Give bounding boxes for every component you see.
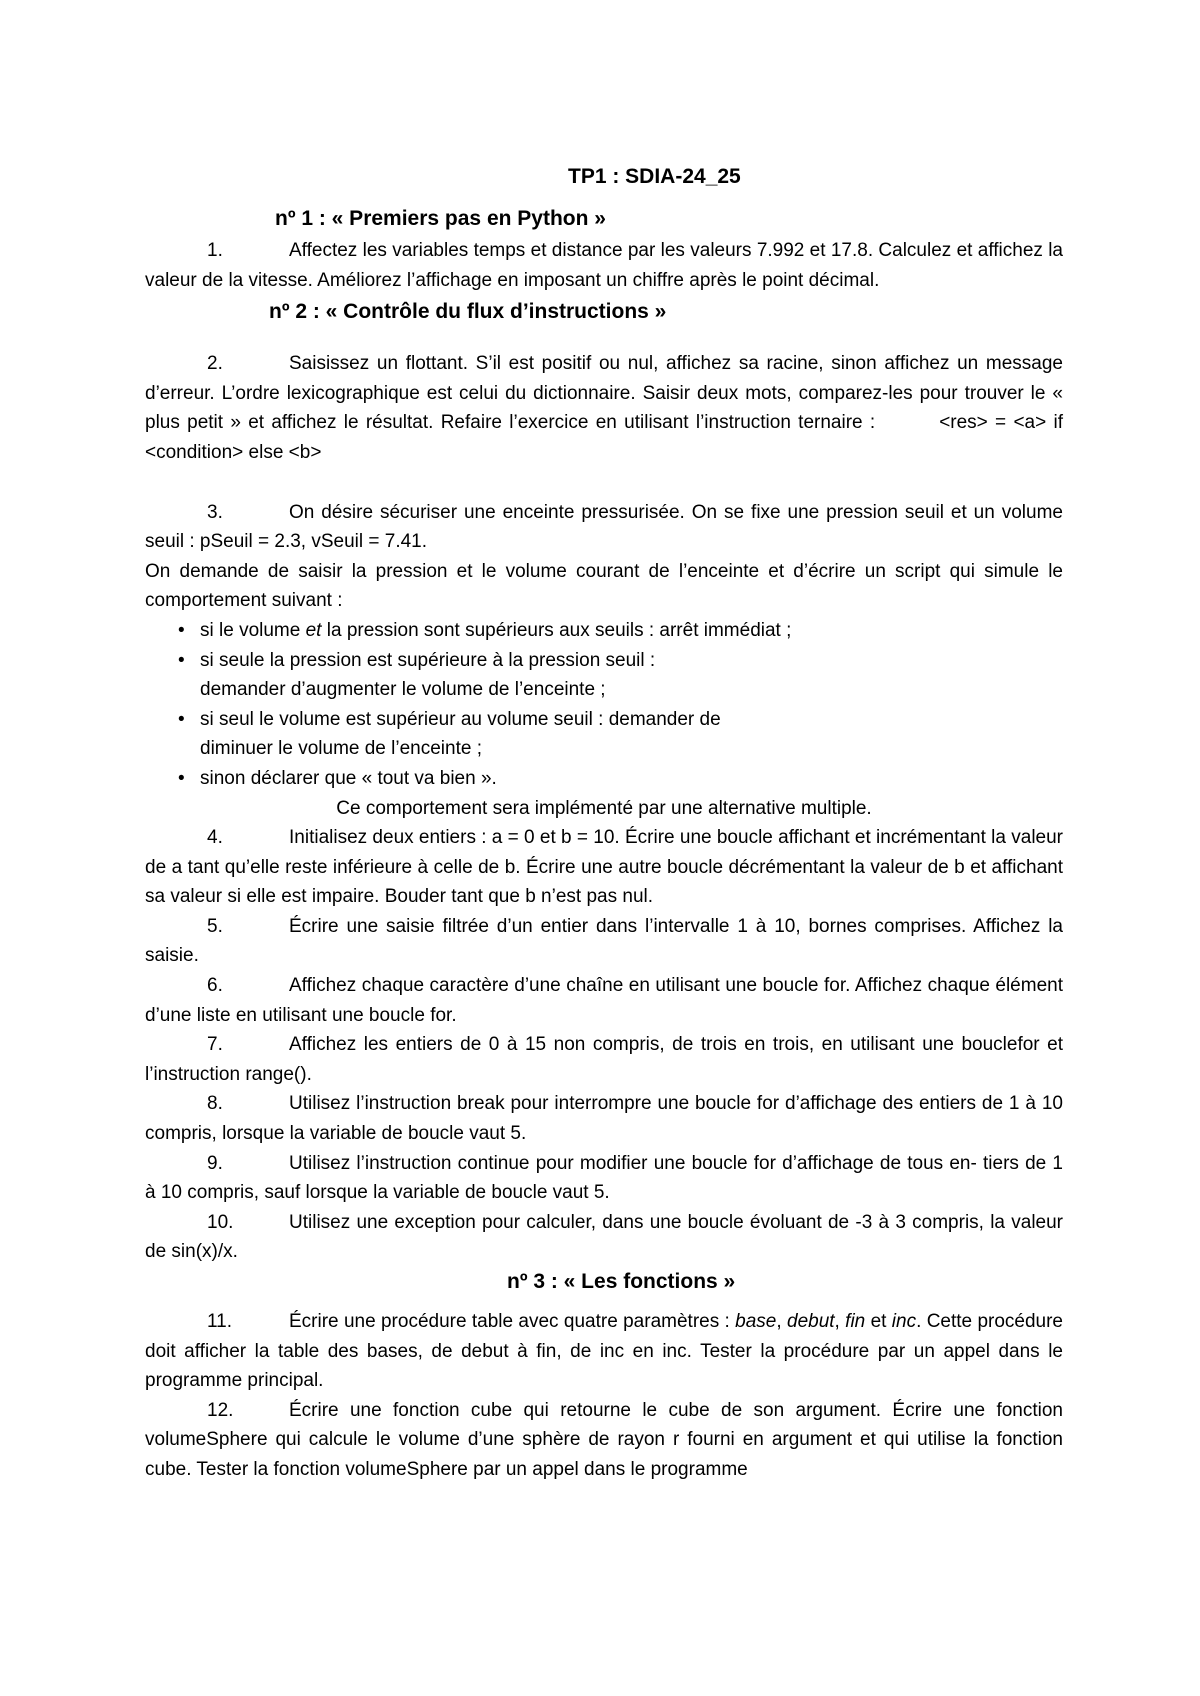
exercise-3-paragraph: On demande de saisir la pression et le volume courant de l’enceinte et d’écrire un script qui simule le comportement suivant :: [145, 560, 1063, 612]
document-title: TP1 : SDIA-24_25: [568, 165, 741, 188]
exercise-6: [145, 971, 1063, 1030]
exercise-9: [145, 1149, 1063, 1208]
section-2-heading: nº 2 : « Contrôle du flux d’instructions »: [269, 300, 667, 324]
param-debut: debut: [787, 1311, 835, 1332]
exercise-number: 2.: [207, 353, 223, 375]
exercise-number: 11.: [207, 1311, 233, 1332]
behaviour-list: [145, 616, 1063, 794]
exercise-text: Utilisez l’instruction continue pour modifier une boucle for d’affichage de tous en- tiers de 1 à 10 compris, sauf lorsque la variable de boucle vaut 5.: [145, 1152, 1063, 1204]
exercise-text: Initialisez deux entiers : a = 0 et b = 10. Écrire une boucle affichant et incrémentant la valeur de a tant qu’elle reste inférieure à celle de b. Écrire une autre boucle décrémentant la valeur de b et affichant sa valeur si elle est impaire. Bouder tant que b n’est pas nul.: [145, 827, 1063, 908]
exercise-number: 12.: [207, 1399, 234, 1421]
ternary-syntax: <res> = <a> if <condition> else <b>: [145, 412, 1063, 463]
exercise-number: 4.: [207, 827, 223, 849]
exercise-text: Écrire une saisie filtrée d’un entier dans l’intervalle 1 à 10, bornes comprises. Affichez la saisie.: [145, 915, 1063, 967]
param-fin: fin: [845, 1311, 866, 1332]
exercise-10: [145, 1208, 1063, 1267]
exercise-1: [145, 236, 1063, 295]
document-body: [145, 162, 1063, 1485]
emphasis: et: [305, 619, 322, 641]
exercise-number: 6.: [207, 975, 223, 997]
exercise-number: 3.: [207, 501, 223, 523]
list-item: • sinon déclarer que « tout va bien ».: [200, 764, 1063, 794]
exercise-5: [145, 912, 1063, 971]
exercise-text: Affichez chaque caractère d’une chaîne en utilisant une boucle for. Affichez chaque élément d’une liste en utilisant une boucle for.: [145, 975, 1063, 1026]
exercise-2: [145, 349, 1063, 467]
exercise-number: 10.: [207, 1211, 234, 1233]
exercise-text: Saisissez un flottant. S’il est positif ou nul, affichez sa racine, sinon affichez un message d’erreur. L’ordre lexicographique est celui du dictionnaire. Saisir deux mots, comparez-les pour trouver le « plus petit » et affichez le résultat. Refaire l’exercice en utilisant l’instruction ternaire :: [145, 353, 1063, 434]
exercise-12: [145, 1396, 1063, 1485]
exercise-8: [145, 1089, 1063, 1148]
list-item: • si seul le volume est supérieur au volume seuil : demander de diminuer le volume de l’enceinte ;: [200, 705, 740, 764]
exercise-number: 8.: [207, 1093, 223, 1115]
list-item: • si le volume et la pression sont supérieurs aux seuils : arrêt immédiat ;: [200, 616, 1063, 646]
exercise-11: 11. Écrire une procédure table avec quatre paramètres : base, debut, fin et inc. Cette procédure doit afficher la table des bases, de debut à fin, de inc en inc. Tester la procédure par un appel dans le programme principal.: [145, 1307, 1063, 1396]
exercise-number: 1.: [207, 240, 223, 261]
section-1-heading: nº 1 : « Premiers pas en Python »: [275, 207, 606, 230]
exercise-text: Utilisez l’instruction break pour interrompre une boucle for d’affichage des entiers de 1 à 10 compris, lorsque la variable de boucle vaut 5.: [145, 1093, 1063, 1145]
exercise-number: 9.: [207, 1152, 223, 1174]
list-item: • si seule la pression est supérieure à la pression seuil : demander d’augmenter le volume de l’enceinte ;: [200, 646, 740, 705]
exercise-number: 7.: [207, 1034, 223, 1056]
exercise-text: On désire sécuriser une enceinte pressurisée. On se fixe une pression seuil et un volume seuil : pSeuil = 2.3, vSeuil = 7.41.: [145, 501, 1063, 553]
exercise-text: Écrire une fonction cube qui retourne le cube de son argument. Écrire une fonction volumeSphere qui calcule le volume d’une sphère de rayon r fourni en argument et qui utilise la fonction cube. Tester la fonction volumeSphere par un appel dans le programme: [145, 1399, 1063, 1480]
exercise-3-note: Ce comportement sera implémenté par une alternative multiple.: [336, 797, 872, 819]
exercise-7: [145, 1030, 1063, 1089]
param-inc: inc: [891, 1311, 917, 1332]
exercise-text: Affectez les variables temps et distance par les valeurs 7.992 et 17.8. Calculez et affichez la valeur de la vitesse. Améliorez l’affichage en imposant un chiffre après le point décimal.: [145, 240, 1063, 291]
exercise-text: Utilisez une exception pour calculer, dans une boucle évoluant de -3 à 3 compris, la valeur de sin(x)/x.: [145, 1211, 1063, 1263]
exercise-text: Affichez les entiers de 0 à 15 non compris, de trois en trois, en utilisant une bouclefor et l’instruction range().: [145, 1034, 1063, 1085]
exercise-3: [145, 498, 1063, 557]
section-3-heading: nº 3 : « Les fonctions »: [507, 1270, 736, 1293]
exercise-4: [145, 823, 1063, 912]
exercise-number: 5.: [207, 915, 223, 937]
param-base: base: [735, 1311, 777, 1332]
